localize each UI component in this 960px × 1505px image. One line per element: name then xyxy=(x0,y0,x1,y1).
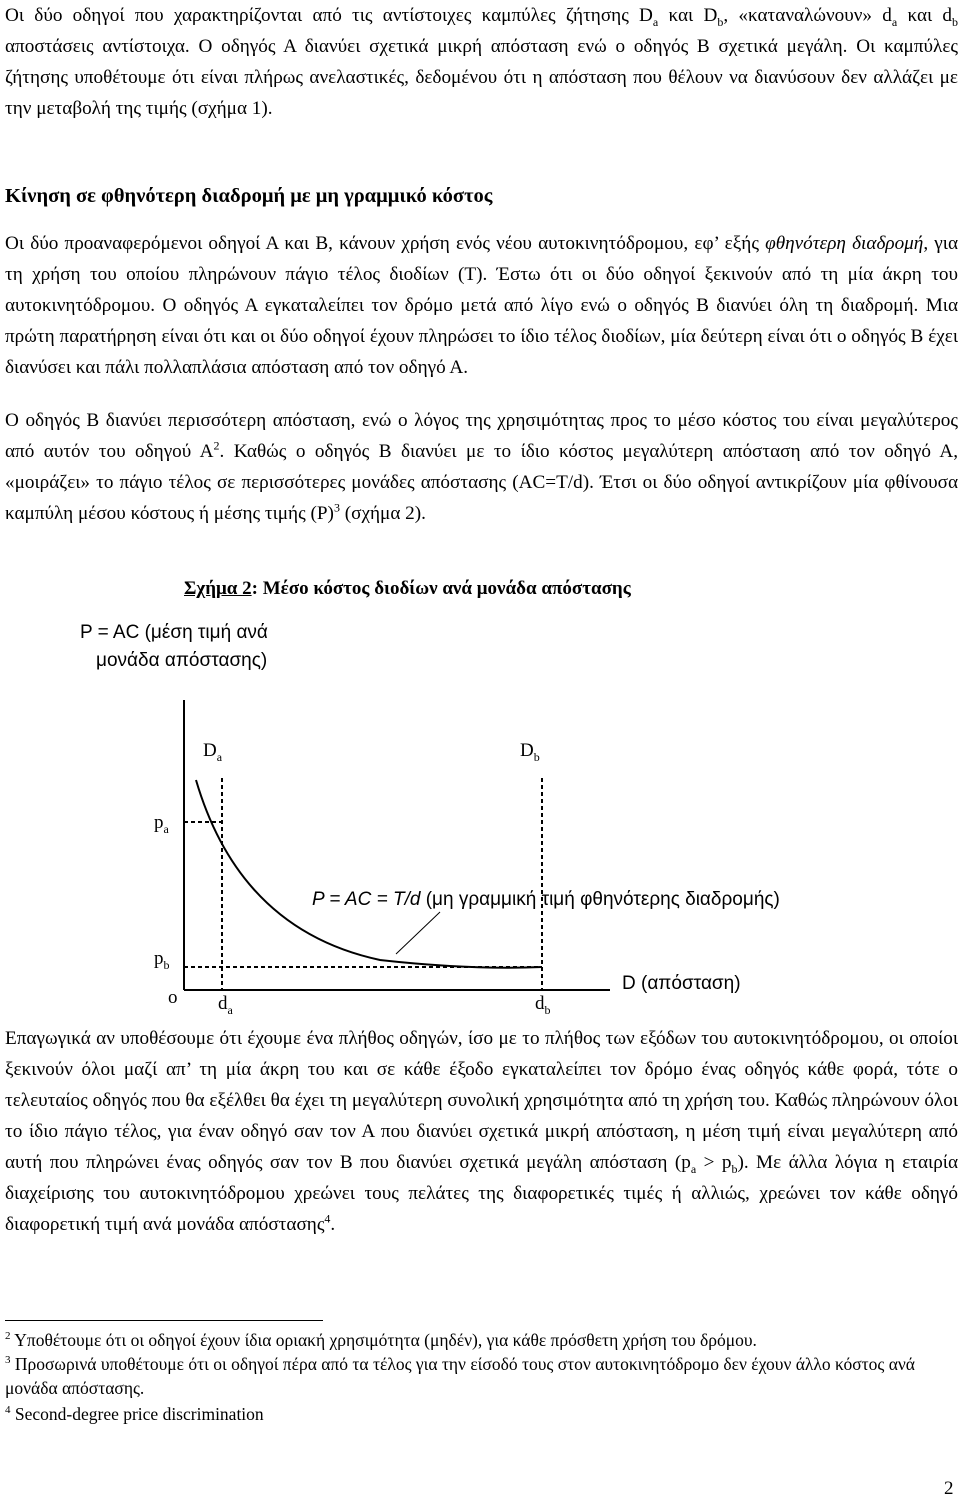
label-da: $d_a$ xyxy=(218,993,233,1017)
paragraph-2: Ο οδηγός Β διανύει περισσότερη απόσταση, ενώ ο λόγος της χρησιμότητας προς το μέσο κόστος του είναι μεγαλύτερος από αυτόν του οδηγού $A^2$. Καθώς ο οδηγός Β διανύει με το ίδιο κόστος μεγαλύτερη απόσταση από τον οδηγό Α, «μοιράζει» το πάγιο τέλος σε περισσότερες μονάδες απόστασης (AC=T/d). Έτσι οι δύο οδηγοί αντικρίζουν μία φθίνουσα καμπύλη μέσου κόστους ή μέσης τιμής $(P)^3$ (σχήμα 2). xyxy=(5,410,958,524)
label-db: $d_b$ xyxy=(535,993,551,1017)
label-Db: $D_b$ xyxy=(520,740,540,764)
y-axis-label-line2: μονάδα απόστασης) xyxy=(96,650,268,671)
page-number: 2 xyxy=(944,1478,954,1499)
paragraph-3: Επαγωγικά αν υποθέσουμε ότι έχουμε ένα πλήθος οδηγών, ίσο με το πλήθος των εξόδων του αυτοκινητόδρομου, οι οποίοι ξεκινούν όλοι μαζί απ’ τη μία άκρη του και σε κάθε έξοδο εγκαταλείπει τον δρόμο ένας οδηγός κάθε φορά, τότε ο τελευταίος οδηγός που θα εξέλθει θα έχει τη μεγαλύτερη συνολική χρησιμότητα από τη χρήση του. Καθώς πληρώνουν όλοι το ίδιο πάγιο τέλος, για έναν οδηγό σαν τον Α που διανύει σχετικά μικρή απόσταση, η μέση τιμή είναι μεγαλύτερη από αυτή που πληρώνει ένας οδηγός σαν τον Β που διανύει σχετικά μεγάλη απόσταση $(p_a > p_b)$. Με άλλα λόγια η εταιρία διαχείρισης του αυτοκινητόδρομου χρεώνει τους πελάτες της διαφορετικές τιμές ή αλλιώς, χρεώνει τον κάθε οδηγό διαφορετική τιμή ανά μονάδα απόστασης$^4$. xyxy=(5,1028,959,1235)
footnote-3: $^3$ Προσωρινά υποθέτουμε ότι οι οδηγοί πέρα από τα τέλος για την είσοδό τους στον αυτοκινητόδρομο δεν έχουν άλλο κόστος ανά μονάδα απόστασης. xyxy=(5,1354,915,1398)
intro-paragraph: Οι δύο οδηγοί που χαρακτηρίζονται από τις αντίστοιχες καμπύλες ζήτησης $D_a$ και $D_b$, «καταναλώνουν» $d_a$ και $d_b$ αποστάσεις αντίστοιχα. Ο οδηγός Α διανύει σχετικά μικρή απόσταση ενώ ο οδηγός Β σχετικά μεγάλη. Οι καμπύλες ζήτησης υποθέτουμε ότι είναι πλήρως ανελαστικές, δεδομένου ότι η απόσταση που θέλουν να διανύσουν δεν αλλάζει με την μεταβολή της τιμής (σχήμα 1). xyxy=(5,5,959,119)
label-pa: $p_a$ xyxy=(154,812,169,836)
label-Da: $D_a$ xyxy=(203,740,223,764)
average-cost-curve xyxy=(196,780,542,968)
curve-label: P = AC = T/d (μη γραμμική τιμή φθηνότερης διαδρομής) xyxy=(312,889,780,910)
curve-label-pointer xyxy=(396,912,440,954)
label-pb: $p_b$ xyxy=(154,948,170,972)
section-heading: Κίνηση σε φθηνότερη διαδρομή με μη γραμμικό κόστος xyxy=(5,185,493,207)
footnote-4: $^4$ Second-degree price discrimination xyxy=(5,1404,264,1424)
footnote-2: $^2$ Υποθέτουμε ότι οι οδηγοί έχουν ίδια οριακή χρησιμότητα (μηδέν), για κάθε πρόσθετη χρήση του δρόμου. xyxy=(5,1330,757,1350)
x-axis-label: D (απόσταση) xyxy=(622,973,741,994)
y-axis-label-line1: P = AC (μέση τιμή ανά xyxy=(80,622,268,643)
footnote-rule xyxy=(5,1320,323,1321)
figure-title: Σχήμα 2: Μέσο κόστος διοδίων ανά μονάδα απόστασης xyxy=(184,578,631,599)
label-origin: o xyxy=(168,987,178,1008)
paragraph-1: Οι δύο προαναφερόμενοι οδηγοί Α και Β, κάνουν χρήση ενός νέου αυτοκινητόδρομου, εφ’ εξής φθηνότερη διαδρομή, για τη χρήση του οποίου πληρώνουν πάγιο τέλος διοδίων (T). Έστω ότι οι δύο οδηγοί ξεκινούν από τη μία άκρη του αυτοκινητόδρομου. Ο οδηγός Α εγκαταλείπει τον δρόμο μετά από λίγο ενώ ο οδηγός Β διανύει όλη τη διαδρομή. Μια πρώτη παρατήρηση είναι ότι και οι δύο οδηγοί έχουν πληρώσει το ίδιο τέλος διοδίων, μία δεύτερη είναι ότι ο οδηγός Β έχει διανύσει και πάλι πολλαπλάσια απόσταση από τον οδηγό Α. xyxy=(5,233,959,378)
